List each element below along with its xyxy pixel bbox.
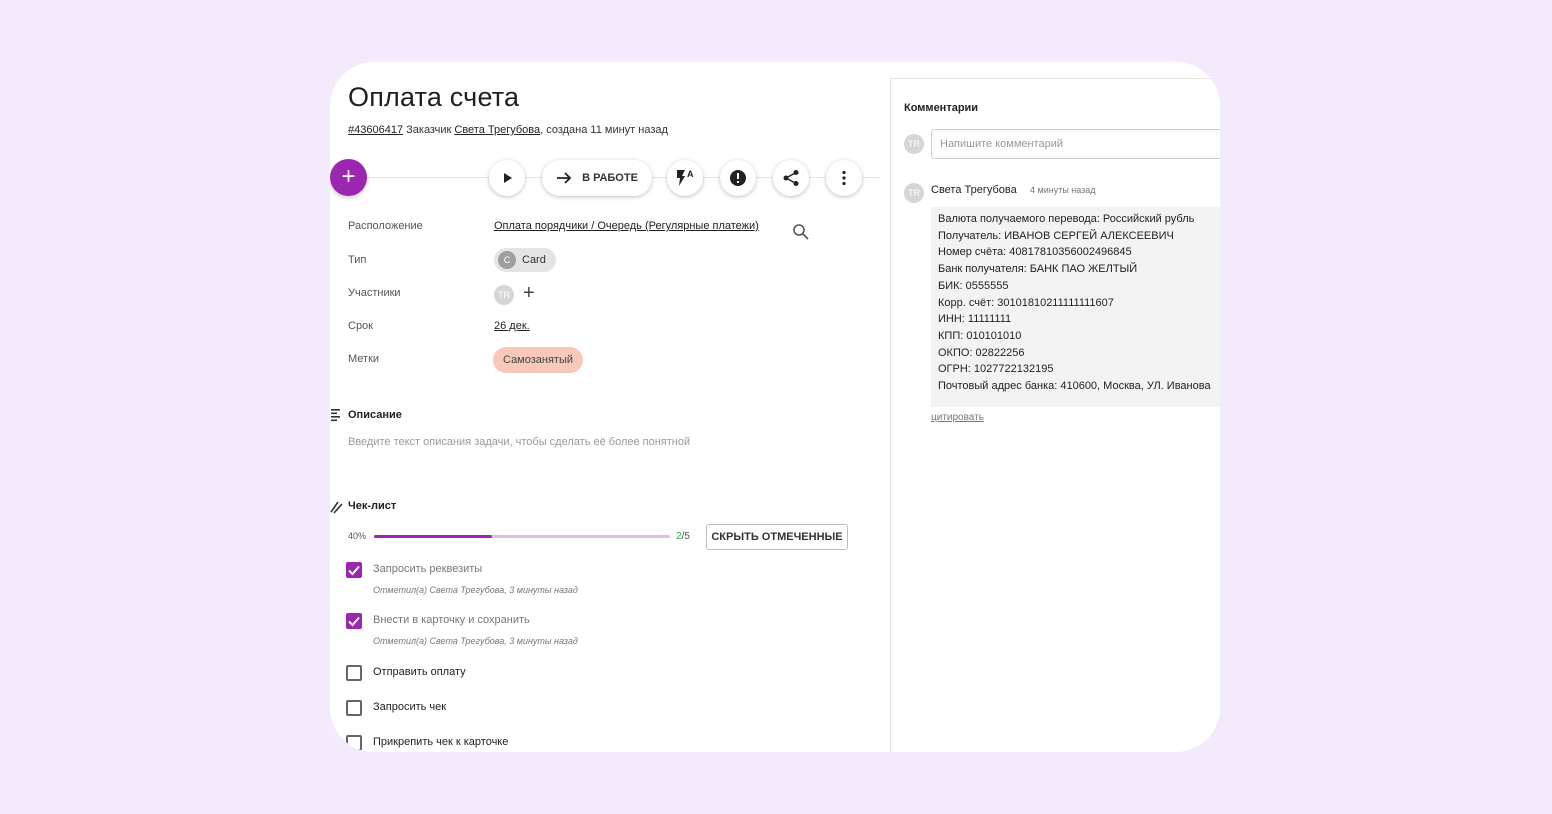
comment-line: БИК: 0555555 [938, 279, 1009, 292]
location-label: Расположение [348, 220, 423, 232]
checklist-checkbox[interactable] [346, 700, 362, 716]
deadline-label: Срок [348, 320, 373, 332]
checklist-title: Чек-лист [348, 500, 397, 512]
checklist-item-text[interactable]: Отправить оплату [373, 666, 466, 678]
deadline-value [494, 320, 530, 332]
created-text: , создана 11 минут назад [540, 124, 668, 136]
task-card [330, 62, 1220, 752]
comment-line: Получатель: ИВАНОВ СЕРГЕЙ АЛЕКСЕЕВИЧ [938, 229, 1174, 242]
tags-label: Метки [348, 353, 380, 365]
comment-line: Банк получателя: БАНК ПАО ЖЕЛТЫЙ [938, 263, 1138, 276]
comments-panel [891, 78, 1220, 752]
comment-time: 4 минуты назад [1030, 185, 1096, 195]
progress-count [676, 531, 690, 542]
comments-title: Комментарии [904, 102, 979, 114]
customer-link[interactable]: Света Трегубова [454, 124, 541, 136]
progress-bar [374, 535, 670, 538]
play-icon [500, 171, 514, 185]
checklist-checkbox[interactable] [346, 613, 362, 629]
checklist-checkbox[interactable] [346, 562, 362, 578]
check-icon [346, 562, 362, 578]
share-icon [782, 169, 800, 187]
progress-total-count: /5 [681, 531, 690, 542]
play-button[interactable] [489, 160, 525, 196]
progress-done-count: 2 [676, 531, 682, 542]
comment-line: КПП: 010101010 [938, 329, 1022, 342]
comment-line: Валюта получаемого перевода: Российский рубль [938, 213, 1195, 225]
description-placeholder[interactable]: Введите текст описания задачи, чтобы сделать её более понятной [348, 436, 691, 448]
participants-label: Участники [348, 287, 401, 299]
alert-icon [729, 169, 747, 187]
tag-badge[interactable]: Самозанятый [493, 347, 583, 373]
status-button[interactable] [542, 160, 652, 196]
checklist-item-text[interactable]: Запросить чек [373, 701, 447, 713]
checklist-item-meta: Отметил(а) Света Трегубова, 3 минуты назад [373, 585, 578, 595]
checklist-icon [330, 500, 344, 514]
search-icon[interactable] [792, 223, 810, 241]
hide-checked-button[interactable]: СКРЫТЬ ОТМЕЧЕННЫЕ [706, 524, 848, 550]
comment-line: Номер счёта: 40817810356002496845 [938, 246, 1132, 259]
checklist-item-text[interactable]: Внести в карточку и сохранить [373, 614, 530, 626]
more-vert-icon [841, 170, 847, 186]
checklist-checkbox[interactable] [346, 665, 362, 681]
comment-body [931, 207, 1220, 407]
auto-letter: A [687, 169, 694, 179]
type-chip-avatar: C [498, 251, 516, 269]
priority-button[interactable] [720, 160, 756, 196]
comment-author[interactable]: Света Трегубова [931, 184, 1017, 196]
task-meta [348, 124, 668, 136]
comment-input[interactable] [931, 129, 1220, 159]
type-chip-label: Card [522, 254, 546, 266]
task-details-panel [330, 62, 890, 752]
customer-label: Заказчик [406, 124, 452, 136]
status-label: В РАБОТЕ [582, 172, 638, 184]
progress-bar-fill [374, 535, 492, 538]
checklist-item-meta: Отметил(а) Света Трегубова, 3 минуты назад [373, 636, 578, 646]
checklist-item-text[interactable]: Прикрепить чек к карточке [373, 736, 509, 748]
description-icon [330, 408, 342, 422]
automation-button[interactable] [667, 160, 703, 196]
progress-percent: 40% [348, 531, 367, 541]
check-icon [346, 613, 362, 629]
page-title: Оплата счета [348, 82, 520, 112]
quote-link[interactable]: цитировать [931, 412, 984, 423]
comment-line: Корр. счёт: 30101810211111111607 [938, 296, 1114, 309]
flash-auto-icon [674, 168, 696, 188]
type-label: Тип [348, 254, 367, 266]
comment-line: Почтовый адрес банка: 410600, Москва, УЛ. Иванова [938, 380, 1211, 392]
comment-line: ОКПО: 02822256 [938, 346, 1025, 359]
comment-line: ИНН: 11111111 [938, 313, 1012, 326]
task-id-link[interactable]: #43606417 [348, 124, 404, 136]
participant-avatar[interactable]: TR [494, 285, 514, 305]
arrow-right-icon [556, 171, 572, 185]
more-button[interactable] [826, 160, 862, 196]
location-value [494, 220, 759, 232]
checklist-checkbox[interactable] [346, 735, 362, 751]
current-user-avatar: TR [904, 134, 924, 154]
checklist-item-text[interactable]: Запросить реквезиты [373, 563, 483, 575]
description-title: Описание [348, 409, 402, 421]
comment-author-avatar: TR [904, 183, 924, 203]
location-link[interactable]: Оплата порядчики / Очередь (Регулярные платежи) [494, 220, 759, 232]
comment-line: ОГРН: 1027722132195 [938, 363, 1054, 376]
add-button[interactable]: + [330, 159, 367, 196]
add-participant-button[interactable]: + [523, 282, 535, 304]
share-button[interactable] [773, 160, 809, 196]
deadline-link[interactable]: 26 дек. [494, 320, 530, 332]
type-chip[interactable] [494, 248, 556, 272]
